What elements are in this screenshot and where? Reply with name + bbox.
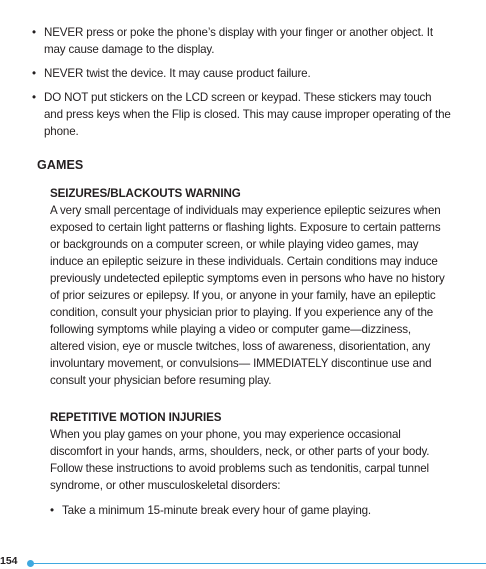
bullet-marker: • <box>50 504 54 517</box>
bullet-marker: • <box>32 26 36 39</box>
page-number: 154 <box>0 555 18 567</box>
rsi-heading: REPETITIVE MOTION INJURIES <box>50 411 222 424</box>
bullet-item-stickers <box>32 89 452 140</box>
warning-bullet-list <box>32 24 452 147</box>
rsi-body: When you play games on your phone, you may experience occasional discomfort in your hands, arms, shoulders, neck, or other parts of your body. Follow these instructions to avoid problems such as tendonitis, carpal tunnel syndrome, or other musculoskeletal disorders: <box>50 428 430 492</box>
bullet-item-twist <box>32 65 452 82</box>
footer-dot-icon <box>27 560 34 567</box>
bullet-item-display <box>32 24 452 58</box>
bullet-text: DO NOT put stickers on the LCD screen or keypad. These stickers may touch and press keys when the Flip is closed. This may cause improper operating of the phone. <box>44 91 451 138</box>
bullet-item-break <box>50 502 445 519</box>
bullet-text: NEVER twist the device. It may cause product failure. <box>44 67 311 80</box>
seizures-body: A very small percentage of individuals may experience epileptic seizures when exposed to certain light patterns or flashing lights. Exposure to certain patterns or backgrounds on a computer screen, or while playing video games, may induce an epileptic seizure in these individuals. Certain conditions may induce previously undetected epileptic symptoms even in persons who have no history of prior seizures or epilepsy. If you, or anyone in your family, have an epileptic condition, consult your physician prior to playing. If you experience any of the following symptoms while playing a video or computer game—dizziness, altered vision, eye or muscle twitches, loss of awareness, disorientation, any involuntary movement, or convulsions— IMMEDIATELY discontinue use and consult your physician before resuming play. <box>50 204 445 387</box>
bullet-marker: • <box>32 67 36 80</box>
seizures-section <box>50 185 445 389</box>
footer-rule <box>30 563 486 564</box>
section-title-games: GAMES <box>37 158 84 172</box>
seizures-heading: SEIZURES/BLACKOUTS WARNING <box>50 187 241 200</box>
rsi-section <box>50 409 445 526</box>
bullet-text: NEVER press or poke the phone’s display with your finger or another object. It may cause damage to the display. <box>44 26 433 56</box>
bullet-text: Take a minimum 15-minute break every hour of game playing. <box>62 504 371 517</box>
bullet-marker: • <box>32 91 36 104</box>
